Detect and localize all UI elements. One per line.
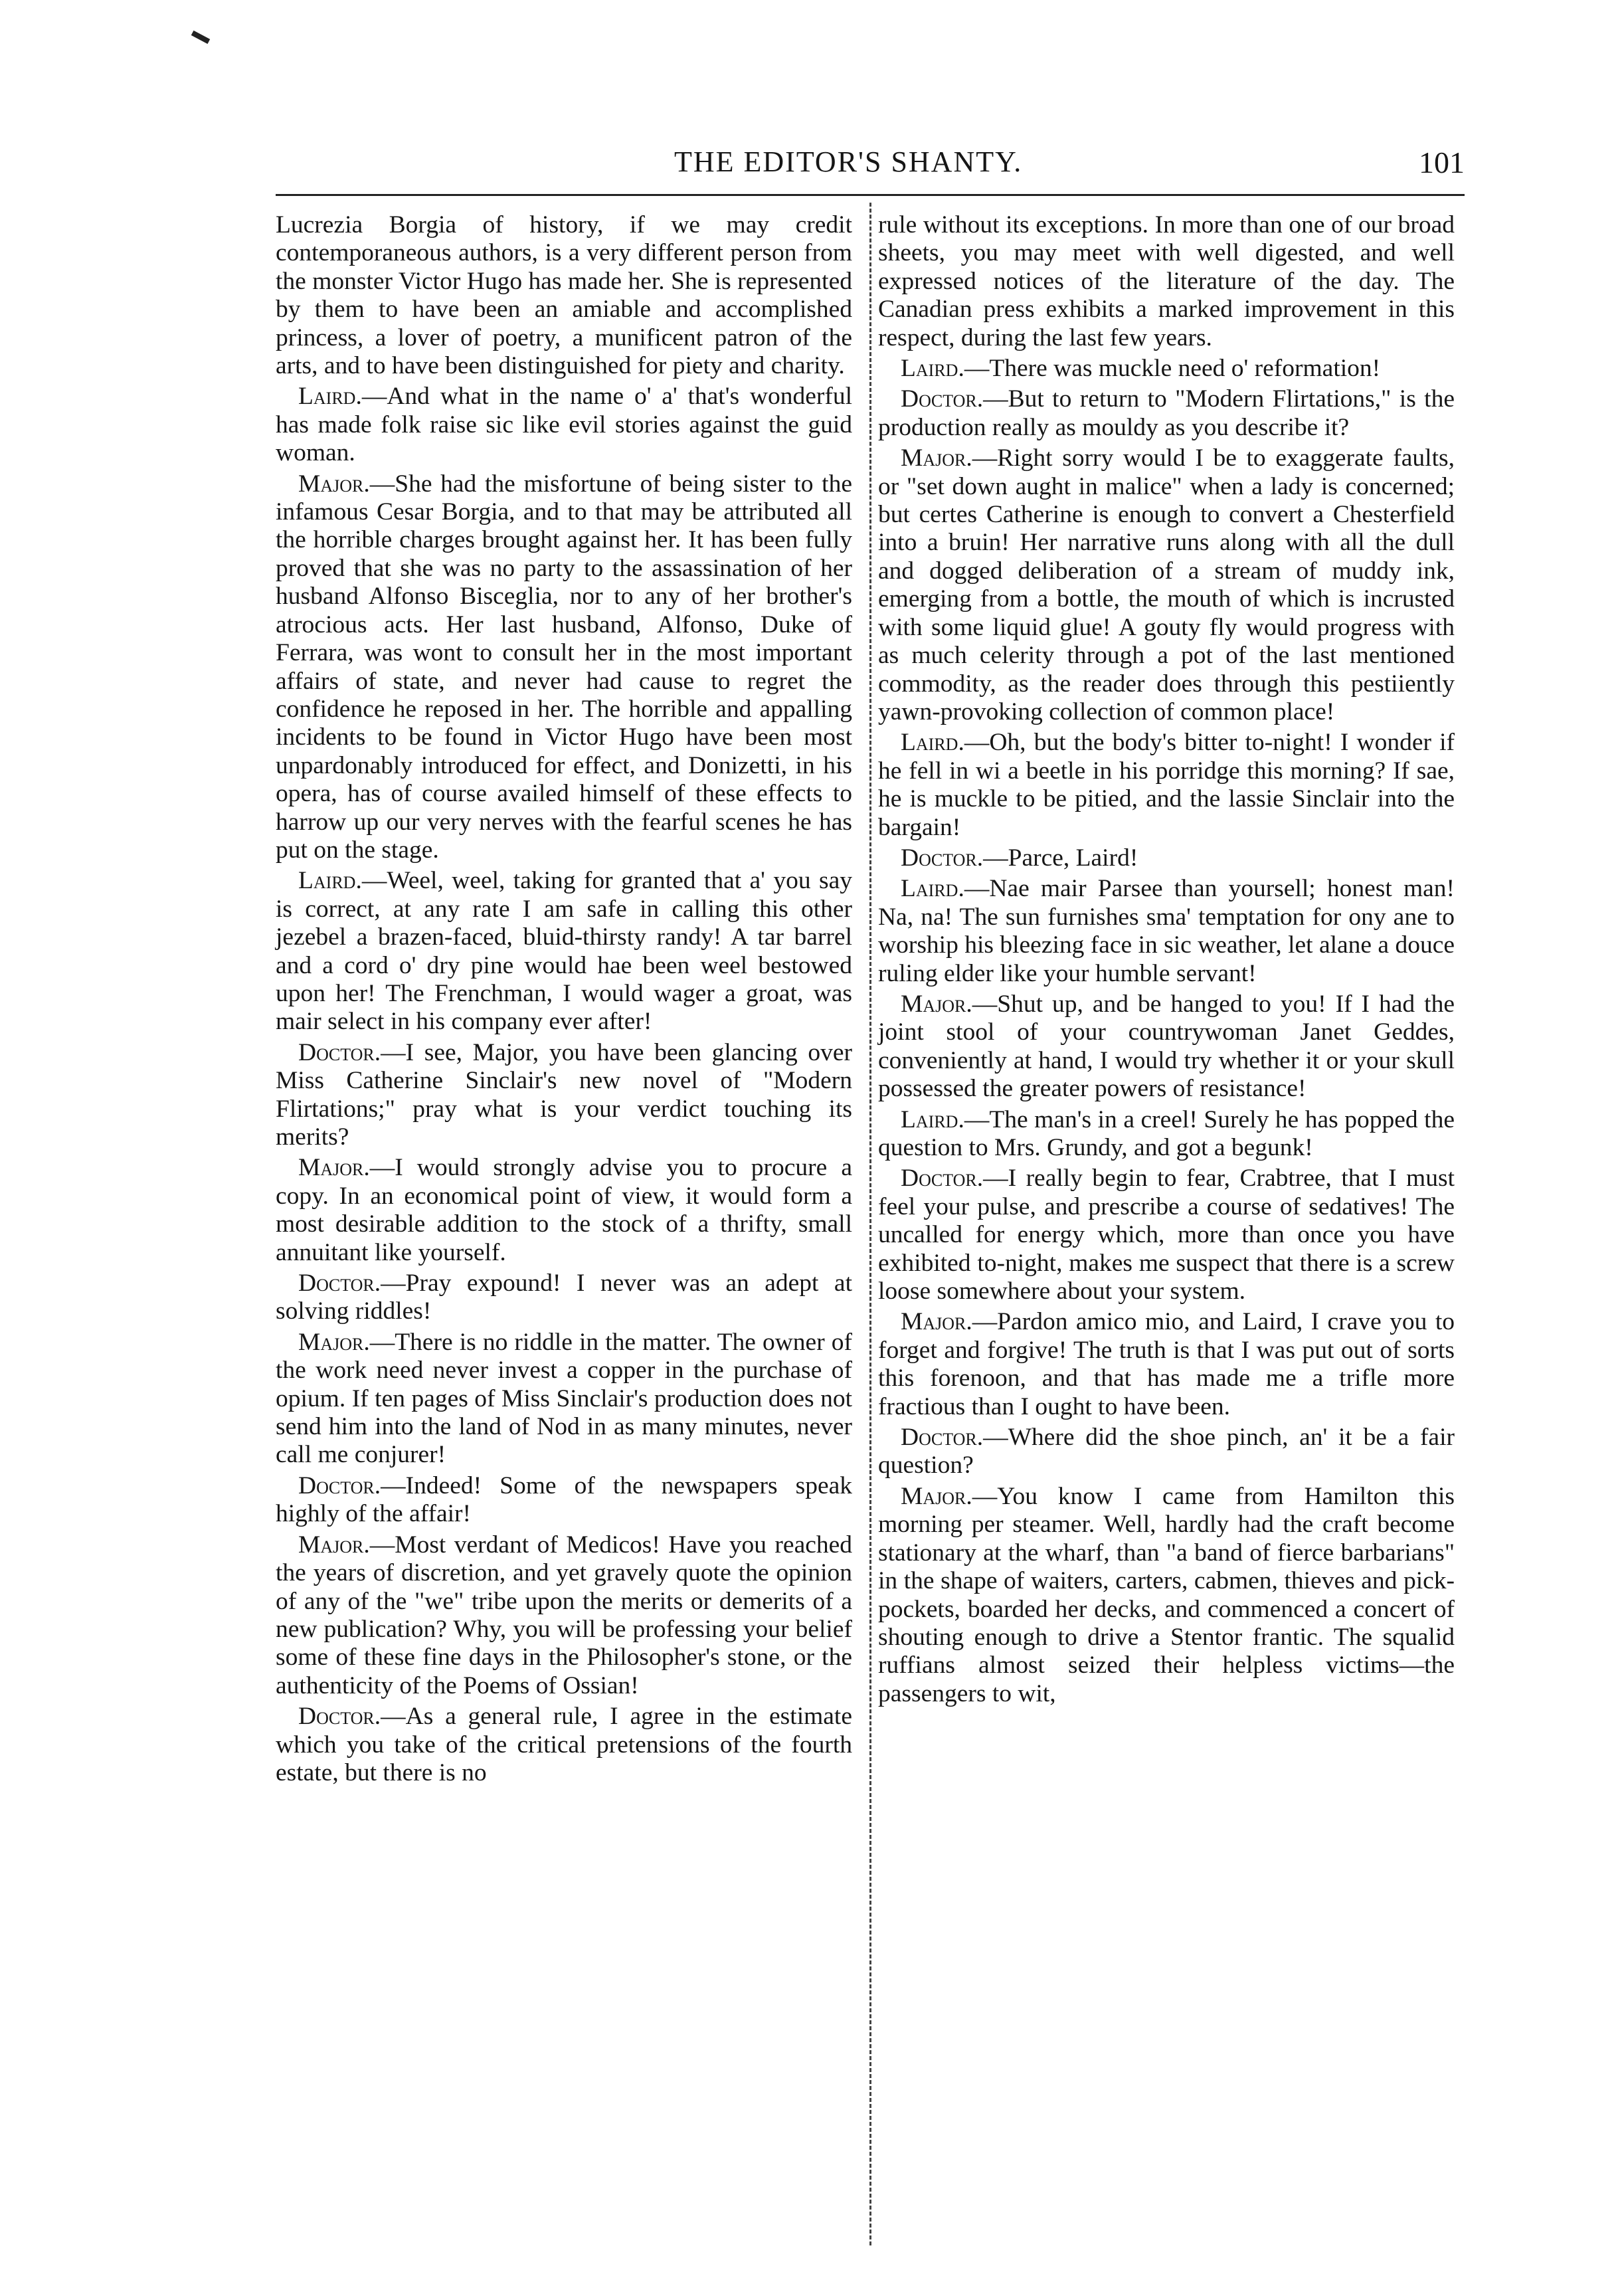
speaker-name: Doctor. — [298, 1703, 381, 1731]
paragraph-text: —As a general rule, I agree in the estimate which you take of the critical pretensions of the fourth estate, but there is no — [276, 1703, 852, 1786]
speaker-name: Laird. — [298, 867, 362, 895]
speaker-name: Major. — [901, 990, 972, 1018]
paragraph-text: —Parce, Laird! — [983, 844, 1138, 872]
speaker-name: Major. — [298, 1531, 370, 1559]
dialogue-paragraph — [878, 875, 1455, 988]
left-column — [276, 211, 852, 1790]
page-number: 101 — [1419, 145, 1465, 179]
paragraph-text: —Pray expound! I never was an adept at solving riddles! — [276, 1270, 852, 1325]
paragraph-text: —And what in the name o' a' that's wonderful has made folk raise sic like evil stories against the guid woman. — [276, 383, 852, 467]
header-rule — [276, 194, 1465, 196]
speaker-name: Major. — [901, 1308, 972, 1336]
speaker-name: Major. — [901, 444, 972, 472]
speaker-name: Doctor. — [901, 844, 984, 872]
paragraph-text: —I really begin to fear, Crabtree, that I must feel your pulse, and prescribe a course of sedatives! The uncalled for energy which, more than once you have exhibited to-night, makes me suspect that there is a screw loose somewhere about your system. — [878, 1165, 1455, 1305]
dialogue-paragraph — [276, 383, 852, 467]
paragraph-text: —I see, Major, you have been glancing over Miss Catherine Sinclair's new novel of "Modern Flirtations;" pray what is your verdict touching its merits? — [276, 1038, 852, 1151]
paragraph-text: —The man's in a creel! Surely he has popped the question to Mrs. Grundy, and got a begunk! — [878, 1105, 1455, 1161]
dialogue-paragraph — [276, 211, 852, 380]
dialogue-paragraph — [276, 1039, 852, 1152]
paragraph-text: —Where did the shoe pinch, an' it be a fair question? — [878, 1424, 1455, 1479]
speaker-name: Doctor. — [901, 1424, 984, 1452]
dialogue-paragraph — [276, 1154, 852, 1267]
running-title: THE EDITOR'S SHANTY. — [674, 145, 1023, 178]
dialogue-paragraph — [878, 1106, 1455, 1163]
dialogue-paragraph — [276, 1329, 852, 1470]
paragraph-text: —Nae mair Parsee than yoursell; honest man! Na, na! The sun furnishes sma' temptation for ony ane to worship his bleezing face in sic weather, let alane a douce ruling elder like your humble servant! — [878, 875, 1455, 987]
paragraph-text: Lucrezia Borgia of history, if we may credit contemporaneous authors, is a very different person from the monster Victor Hugo has made her. She is represented by them to have been an amiable and accomplished princess, a lover of poetry, a munificent patron of the arts, and to have been distinguished for piety and charity. — [276, 211, 852, 380]
paragraph-text: —Pardon amico mio, and Laird, I crave you to forget and forgive! The truth is that I was put out of sorts this forenoon, and that has made me a trifle more fractious than I ought to have been. — [878, 1308, 1455, 1420]
dialogue-paragraph — [878, 385, 1455, 442]
speaker-name: Major. — [901, 1482, 972, 1510]
speaker-name: Doctor. — [298, 1270, 381, 1297]
page-header — [276, 140, 1465, 193]
dialogue-paragraph — [878, 1308, 1455, 1421]
speaker-name: Major. — [298, 470, 370, 498]
dialogue-paragraph — [878, 729, 1455, 842]
speaker-name: Major. — [298, 1328, 370, 1356]
paragraph-text: —But to return to "Modern Flirtations," is the production really as mouldy as you describe it? — [878, 385, 1455, 441]
speaker-name: Doctor. — [901, 385, 984, 413]
paragraph-text: —You know I came from Hamilton this morning per steamer. Well, hardly had the craft become stationary at the wharf, than "a band of fierce barbarians" in the shape of waiters, carters, cabmen, thieves and pick-pockets, boarded her decks, and commenced a concert of shouting enough to drive a Stentor frantic. The squalid ruffians almost seized their helpless victims—the passengers to wit, — [878, 1482, 1455, 1707]
dialogue-paragraph — [276, 1472, 852, 1529]
speaker-name: Doctor. — [298, 1472, 381, 1499]
dialogue-paragraph — [276, 1703, 852, 1787]
paragraph-text: —Oh, but the body's bitter to-night! I wonder if he fell in wi a beetle in his porridge this morning? If sae, he is muckle to be pitied, and the lassie Sinclair into the bargain! — [878, 729, 1455, 841]
speaker-name: Major. — [298, 1154, 370, 1182]
speaker-name: Laird. — [901, 729, 964, 757]
dialogue-paragraph — [878, 444, 1455, 726]
speaker-name: Doctor. — [901, 1165, 984, 1192]
dialogue-paragraph — [878, 355, 1455, 383]
dialogue-paragraph — [878, 211, 1455, 352]
dialogue-paragraph — [878, 1165, 1455, 1305]
dialogue-paragraph — [276, 1531, 852, 1700]
paragraph-text: —Weel, weel, taking for granted that a' you say is correct, at any rate I am safe in calling this other jezebel a brazen-faced, bluid-thirsty randy! A tar barrel and a cord o' dry pine would hae been weel bestowed upon her! The Frenchman, I would wager a groat, was mair select in his company ever after! — [276, 867, 852, 1036]
dialogue-paragraph — [878, 844, 1455, 872]
dialogue-paragraph — [878, 991, 1455, 1103]
paragraph-text: —Shut up, and be hanged to you! If I had the joint stool of your countrywoman Janet Geddes, conveniently at hand, I would try whether it or your skull possessed the greater powers of resistance! — [878, 990, 1455, 1103]
dialogue-paragraph — [276, 1270, 852, 1326]
paragraph-text: —I would strongly advise you to procure a copy. In an economical point of view, it would form a most desirable addition to the stock of a thrifty, small annuitant like yourself. — [276, 1154, 852, 1266]
dialogue-paragraph — [878, 1424, 1455, 1480]
paragraph-text: —There is no riddle in the matter. The owner of the work need never invest a copper in the purchase of opium. If ten pages of Miss Sinclair's production does not send him into the land of Nod in as many minutes, never call me conjurer! — [276, 1328, 852, 1469]
paragraph-text: —Right sorry would I be to exaggerate faults, or "set down aught in malice" when a lady is concerned; but certes Catherine is enough to convert a Chesterfield into a bruin! Her narrative runs along with all the dull and dogged deliberation of a stream of muddy ink, emerging from a bottle, the mouth of which is incrusted with some liquid glue! A gouty fly would progress with as much celerity through a pot of the last mentioned commodity, as the reader does through this pestiiently yawn-provoking collection of common place! — [878, 444, 1455, 725]
column-divider — [869, 203, 871, 2245]
speaker-name: Laird. — [901, 1105, 964, 1133]
right-column — [878, 211, 1455, 1711]
speaker-name: Laird. — [298, 383, 362, 411]
paragraph-text: —She had the misfortune of being sister to the infamous Cesar Borgia, and to that may be attributed all the horrible charges brought against her. It has been fully proved that she was no party to the assassination of her husband Alfonso Bisceglia, nor to any of her brother's atrocious acts. Her last husband, Alfonso, Duke of Ferrara, was wont to consult her in the most important affairs of state, and never had cause to regret the confidence he reposed in her. The horrible and appalling incidents to be found in Victor Hugo have been most unpardonably introduced for effect, and Donizetti, in his opera, has of course availed himself of these effects to harrow up our very nerves with the fearful scenes he has put on the stage. — [276, 470, 852, 864]
dialogue-paragraph — [276, 867, 852, 1036]
speaker-name: Laird. — [901, 355, 964, 383]
paragraph-text: —Most verdant of Medicos! Have you reached the years of discretion, and yet gravely quote the opinion of any of the "we" tribe upon the merits or demerits of a new publication? Why, you will be professing your belief some of these fine days in the Philosopher's stone, or the authenticity of the Poems of Ossian! — [276, 1531, 852, 1699]
speaker-name: Laird. — [901, 875, 964, 903]
paragraph-text: —There was muckle need o' reformation! — [964, 355, 1381, 383]
dialogue-paragraph — [878, 1483, 1455, 1708]
dialogue-paragraph — [276, 470, 852, 865]
paragraph-text: —Indeed! Some of the newspapers speak highly of the affair! — [276, 1472, 852, 1528]
paragraph-text: rule without its exceptions. In more than one of our broad sheets, you may meet with well digested, and well expressed notices of the literature of the day. The Canadian press exhibits a marked improvement in this respect, during the last few years. — [878, 211, 1455, 351]
corner-ink-mark — [191, 31, 210, 44]
speaker-name: Doctor. — [298, 1038, 381, 1066]
